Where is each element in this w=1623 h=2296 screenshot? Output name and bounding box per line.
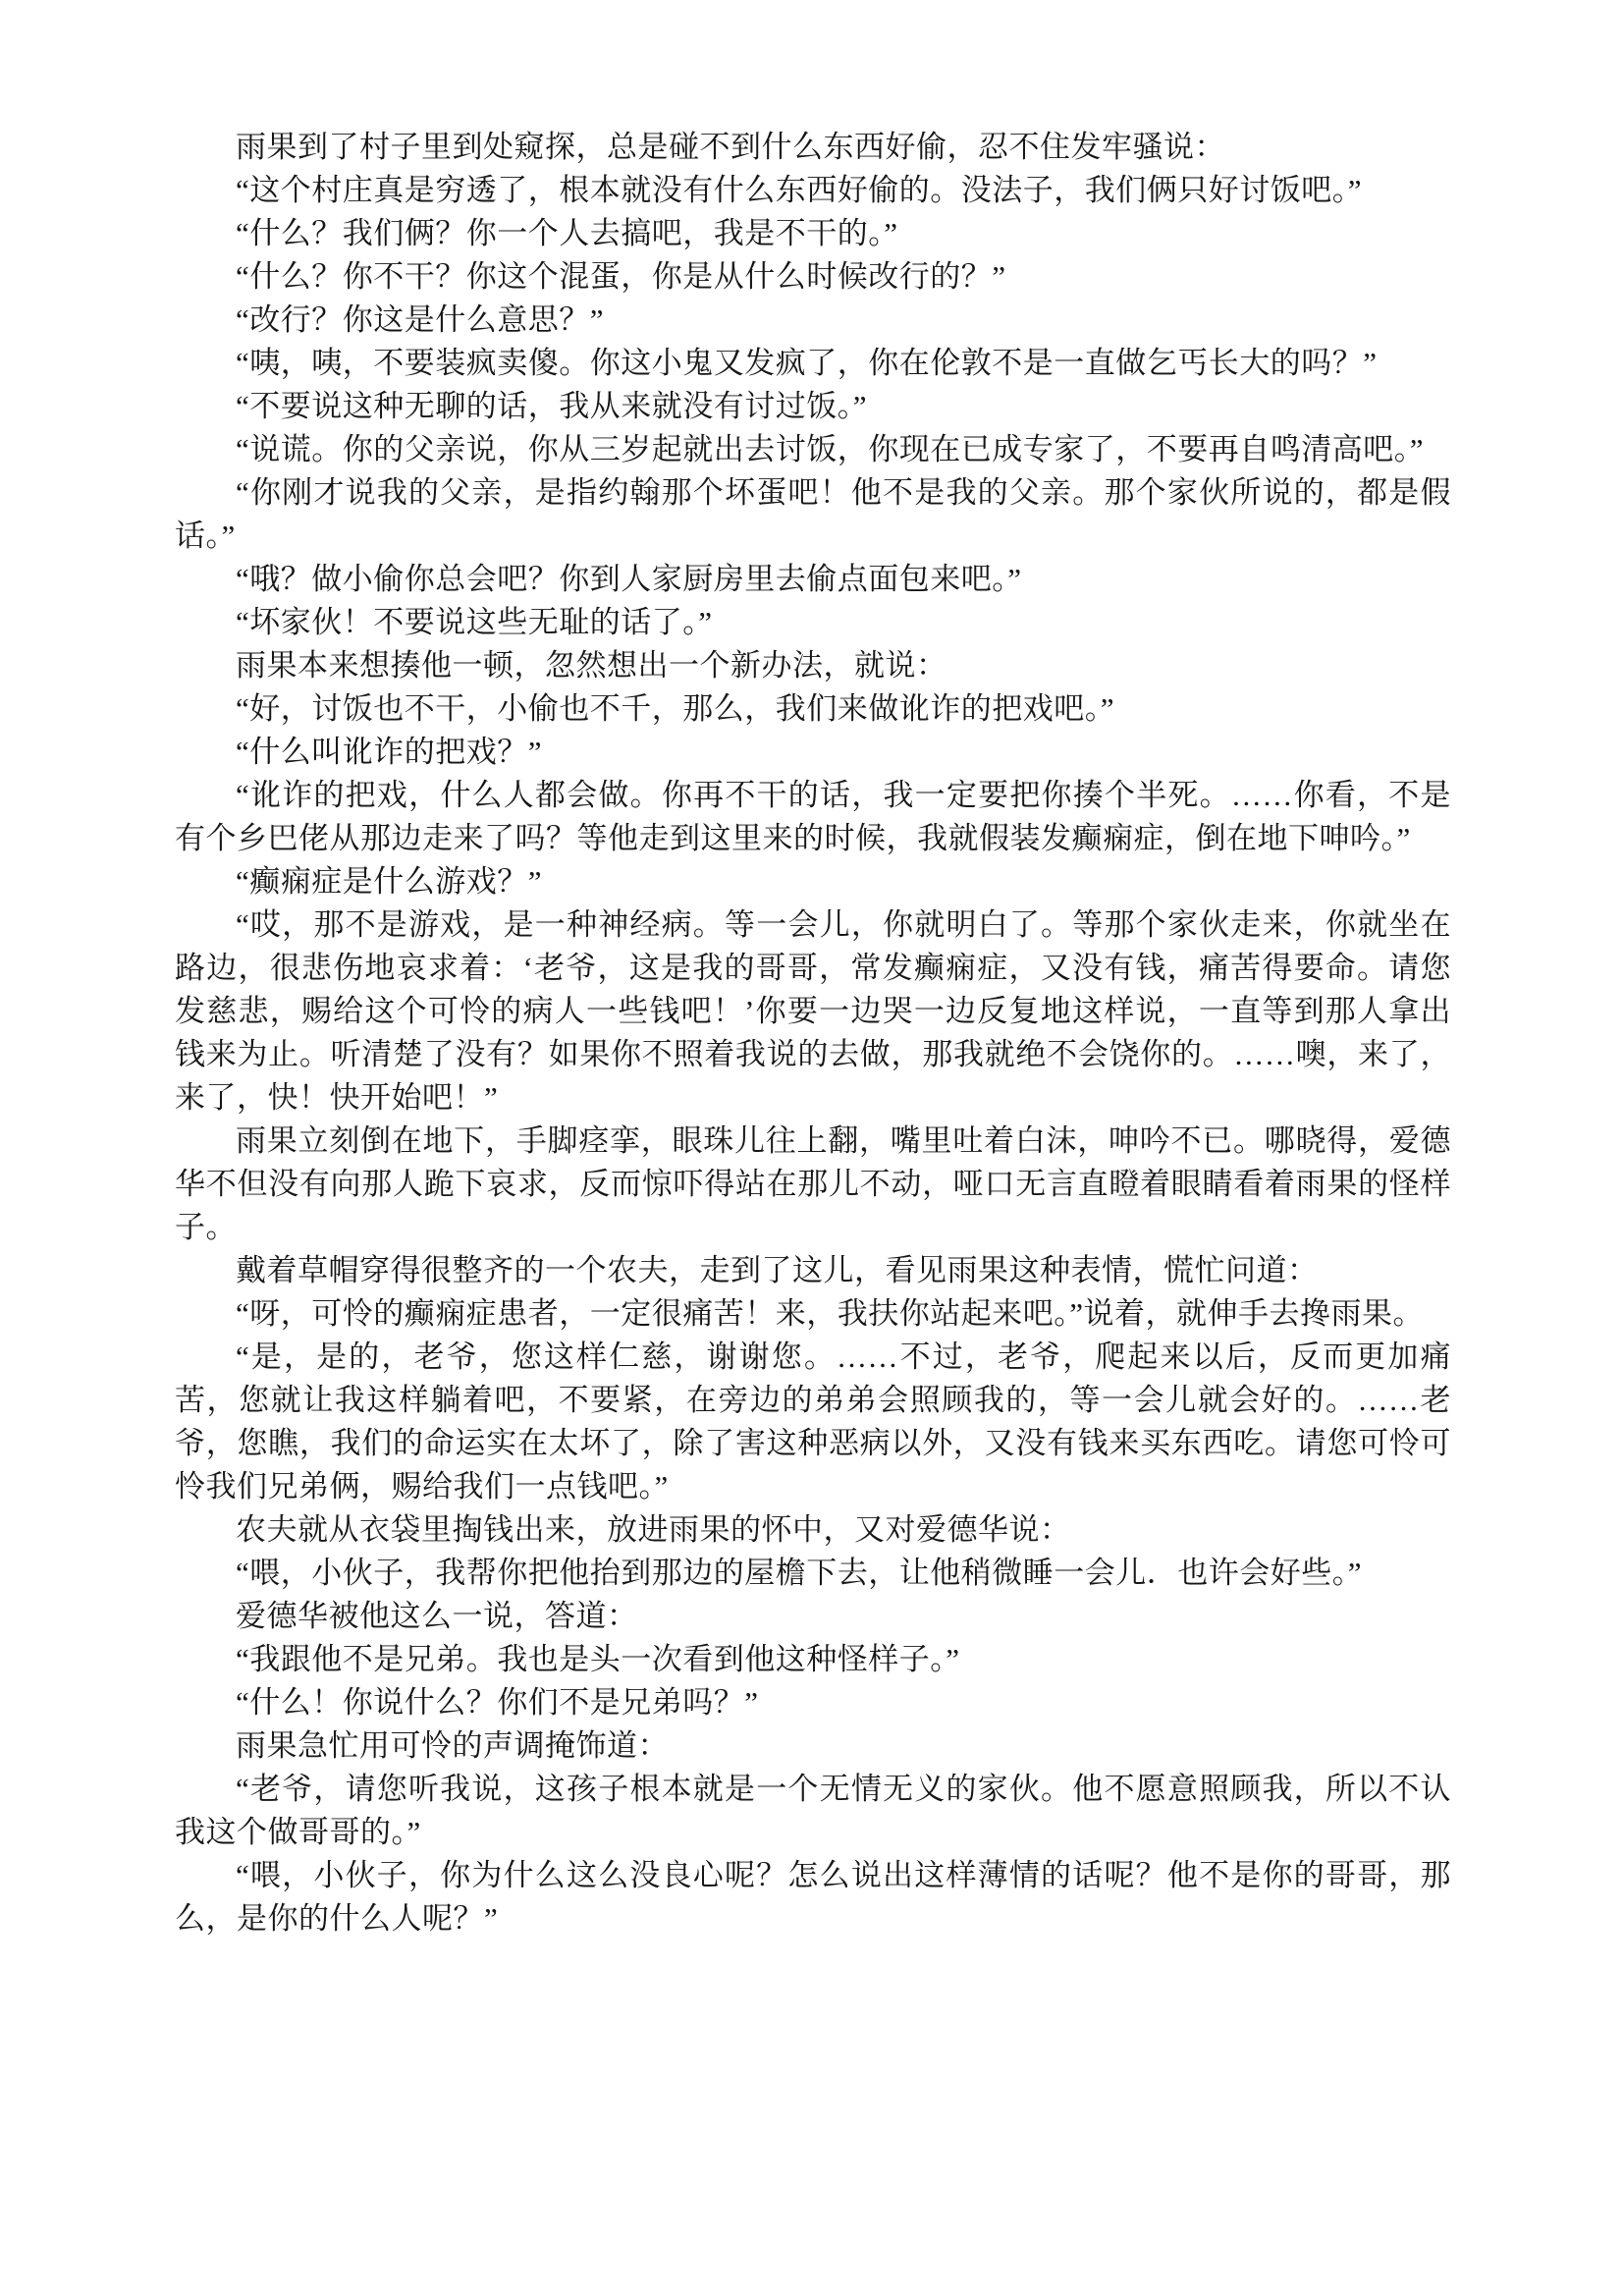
paragraph: “不要说这种无聊的话，我从来就没有讨过饭。” [236, 389, 868, 423]
paragraph: “什么！你说什么？你们不是兄弟吗？” [236, 1685, 759, 1720]
paragraph: “我跟他不是兄弟。我也是头一次看到他这种怪样子。” [236, 1642, 960, 1676]
paragraph: 雨果到了村子里到处窥探，总是碰不到什么东西好偷，忍不住发牢骚说： [236, 130, 1225, 164]
paragraph: 雨果立刻倒在地下，手脚痉挛，眼珠儿往上翻，嘴里吐着白沫，呻吟不已。哪晓得，爱德华不但没有向那人跪下哀求，反而惊吓得站在那儿不动，哑口无言直瞪着眼睛看着雨果的怪样子。 [175, 1123, 1451, 1244]
paragraph: “老爷，请您听我说，这孩子根本就是一个无情无义的家伙。他不愿意照顾我，所以不认我这个做哥哥的。” [175, 1772, 1451, 1849]
paragraph: “改行？你这是什么意思？” [236, 302, 605, 337]
paragraph: “好，讨饭也不干，小偷也不千，那么，我们来做讹诈的把戏吧。” [236, 691, 1115, 726]
paragraph: “哦？做小偷你总会吧？你到人家厨房里去偷点面包来吧。” [236, 562, 1022, 596]
paragraph: “什么叫讹诈的把戏？” [236, 735, 543, 769]
paragraph: “坏家伙！不要说这些无耻的话了。” [236, 605, 713, 639]
paragraph: “喂，小伙子，你为什么这么没良心呢？怎么说出这样薄情的话呢？他不是你的哥哥，那么，是你的什么人呢？” [175, 1858, 1451, 1936]
paragraph: 戴着草帽穿得很整齐的一个农夫，走到了这儿，看见雨果这种表情，慌忙问道： [236, 1253, 1319, 1287]
document-text-block [175, 126, 1451, 1941]
paragraph: “是，是的，老爷，您这样仁慈，谢谢您。……不过，老爷，爬起来以后，反而更加痛苦，您就让我这样躺着吧，不要紧，在旁边的弟弟会照顾我的，等一会儿就会好的。……老爷，您瞧，我们的命运实在太坏了，除了害这种恶病以外，又没有钱来买东西吃。请您可怜可怜我们兄弟俩，赐给我们一点钱吧。” [175, 1339, 1451, 1503]
paragraph: “这个村庄真是穷透了，根本就没有什么东西好偷的。没法子，我们俩只好讨饭吧。” [236, 173, 1363, 207]
paragraph: 爱德华被他这么一说，答道： [236, 1599, 638, 1633]
paragraph: 雨果本来想揍他一顿，忽然想出一个新办法，就说： [236, 648, 947, 683]
paragraph: “你刚才说我的父亲，是指约翰那个坏蛋吧！他不是我的父亲。那个家伙所说的，都是假话。” [175, 475, 1451, 553]
paragraph: “咦，咦，不要装疯卖傻。你这小鬼又发疯了，你在伦敦不是一直做乞丐长大的吗？” [236, 346, 1378, 380]
paragraph: “什么？你不干？你这个混蛋，你是从什么时候改行的？” [236, 259, 1006, 294]
paragraph: “癫痫症是什么游戏？” [236, 864, 543, 899]
paragraph: “呀，可怜的癫痫症患者，一定很痛苦！来，我扶你站起来吧。”说着，就伸手去搀雨果。 [236, 1296, 1425, 1331]
paragraph: 农夫就从衣袋里掏钱出来，放进雨果的怀中，又对爱德华说： [236, 1512, 1071, 1547]
paragraph: “讹诈的把戏，什么人都会做。你再不干的话，我一定要把你揍个半死。……你看，不是有个乡巴佬从那边走来了吗？等他走到这里来的时候，我就假装发癫痫症，倒在地下呻吟。” [175, 778, 1451, 855]
paragraph: “什么？我们俩？你一个人去搞吧，我是不干的。” [236, 216, 898, 250]
paragraph: 雨果急忙用可怜的声调掩饰道： [236, 1728, 669, 1763]
paragraph: “喂，小伙子，我帮你把他抬到那边的屋檐下去，让他稍微睡一会儿．也许会好些。” [236, 1556, 1363, 1590]
paragraph: “说谎。你的父亲说，你从三岁起就出去讨饭，你现在已成专家了，不要再自鸣清高吧。” [236, 432, 1425, 466]
paragraph: “哎，那不是游戏，是一种神经病。等一会儿，你就明白了。等那个家伙走来，你就坐在路边，很悲伤地哀求着：‘老爷，这是我的哥哥，常发癫痫症，又没有钱，痛苦得要命。请您发慈悲，赐给这个可怜的病人一些钱吧！’你要一边哭一边反复地这样说，一直等到那人拿出钱来为止。听清楚了没有？如果你不照着我说的去做，那我就绝不会饶你的。……噢，来了，来了，快！快开始吧！” [175, 907, 1451, 1115]
